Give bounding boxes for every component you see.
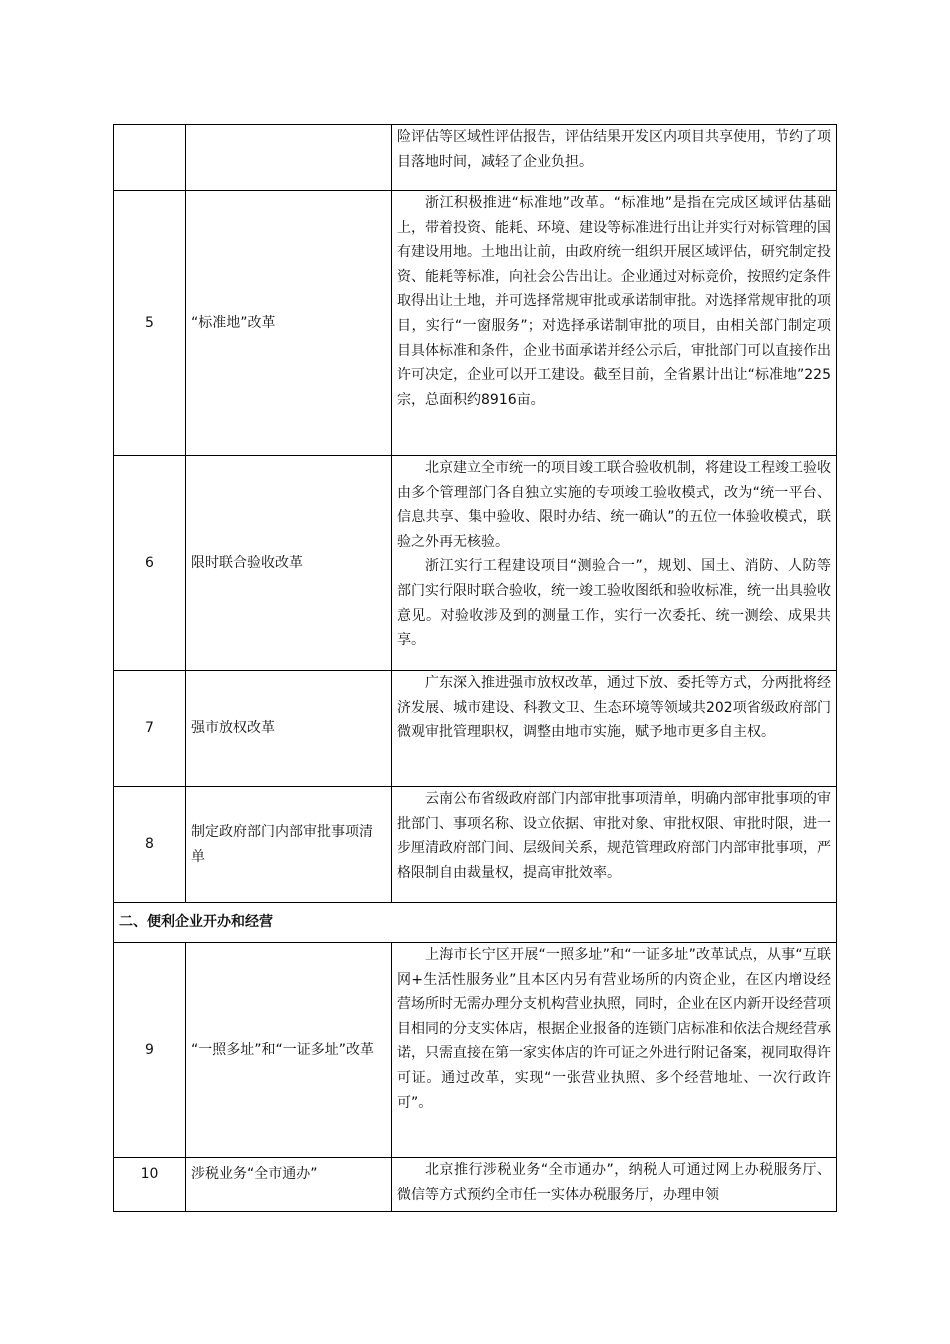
reform-description <box>392 943 837 1158</box>
description-paragraph: 北京建立全市统一的项目竣工联合验收机制，将建设工程竣工验收由多个管理部门各自独立实施的专项竣工验收模式，改为“统一平台、信息共享、集中验收、限时办结、统一确认”的五位一体验收模式，联验之外再无核验。 <box>397 460 831 550</box>
reform-description <box>392 671 837 787</box>
reform-description <box>392 1158 837 1212</box>
table-row <box>114 125 837 191</box>
reform-description <box>392 787 837 903</box>
reform-item: “标准地”改革 <box>186 191 392 456</box>
description-paragraph: 险评估等区域性评估报告，评估结果开发区内项目共享使用，节约了项目落地时间，减轻了企业负担。 <box>397 129 831 170</box>
table-row <box>114 191 837 456</box>
reform-measures-table <box>113 124 837 1212</box>
description-paragraph: 北京推行涉税业务“全市通办”，纳税人可通过网上办税服务厅、微信等方式预约全市任一实体办税服务厅，办理申领 <box>397 1162 831 1203</box>
description-paragraph: 云南公布省级政府部门内部审批事项清单，明确内部审批事项的审批部门、事项名称、设立依据、审批对象、审批权限、审批时限，进一步厘清政府部门间、层级间关系，规范管理政府部门内部审批事项，严格限制自由裁量权，提高审批效率。 <box>397 791 831 881</box>
reform-description <box>392 125 837 191</box>
reform-item <box>186 125 392 191</box>
table-row <box>114 456 837 671</box>
table-row <box>114 787 837 903</box>
section-heading: 二、便利企业开办和经营 <box>114 903 837 943</box>
table-row <box>114 943 837 1158</box>
reform-description <box>392 456 837 671</box>
reform-item: 强市放权改革 <box>186 671 392 787</box>
description-paragraph: 上海市长宁区开展“一照多址”和“一证多址”改革试点，从事“互联网+生活性服务业”且本区内另有营业场所的内资企业，在区内增设经营场所时无需办理分支机构营业执照，同时，企业在区内新开设经营项目相同的分支实体店，根据企业报备的连锁门店标准和依法合规经营承诺，只需直接在第一家实体店的许可证之外进行附记备案，视同取得许可证。通过改革，实现“一张营业执照、多个经营地址、一次行政许可”。 <box>397 947 831 1111</box>
reform-item: “一照多址”和“一证多址”改革 <box>186 943 392 1158</box>
reform-item: 限时联合验收改革 <box>186 456 392 671</box>
table-row <box>114 671 837 787</box>
row-number: 5 <box>114 191 186 456</box>
row-number: 9 <box>114 943 186 1158</box>
row-number: 6 <box>114 456 186 671</box>
reform-item: 涉税业务“全市通办” <box>186 1158 392 1212</box>
row-number: 8 <box>114 787 186 903</box>
description-paragraph: 广东深入推进强市放权改革，通过下放、委托等方式，分两批将经济发展、城市建设、科教文卫、生态环境等领域共202项省级政府部门微观审批管理职权，调整由地市实施，赋予地市更多自主权。 <box>397 675 831 741</box>
reform-item: 制定政府部门内部审批事项清单 <box>186 787 392 903</box>
table-row <box>114 1158 837 1212</box>
description-paragraph: 浙江实行工程建设项目“测验合一”，规划、国土、消防、人防等部门实行限时联合验收，统一竣工验收图纸和验收标准，统一出具验收意见。对验收涉及到的测量工作，实行一次委托、统一测绘、成果共享。 <box>397 558 831 649</box>
section-row <box>114 903 837 943</box>
row-number <box>114 125 186 191</box>
reform-description <box>392 191 837 456</box>
description-paragraph: 浙江积极推进“标准地”改革。“标准地”是指在完成区域评估基础上，带着投资、能耗、环境、建设等标准进行出让并实行对标管理的国有建设用地。土地出让前，由政府统一组织开展区域评估，研究制定投资、能耗等标准，向社会公告出让。企业通过对标竞价，按照约定条件取得出让土地，并可选择常规审批或承诺制审批。对选择常规审批的项目，实行“一窗服务”；对选择承诺制审批的项目，由相关部门制定项目具体标准和条件，企业书面承诺并经公示后，审批部门可以直接作出许可决定，企业可以开工建设。截至目前，全省累计出让“标准地”225宗，总面积约8916亩。 <box>397 195 831 408</box>
row-number: 10 <box>114 1158 186 1212</box>
row-number: 7 <box>114 671 186 787</box>
